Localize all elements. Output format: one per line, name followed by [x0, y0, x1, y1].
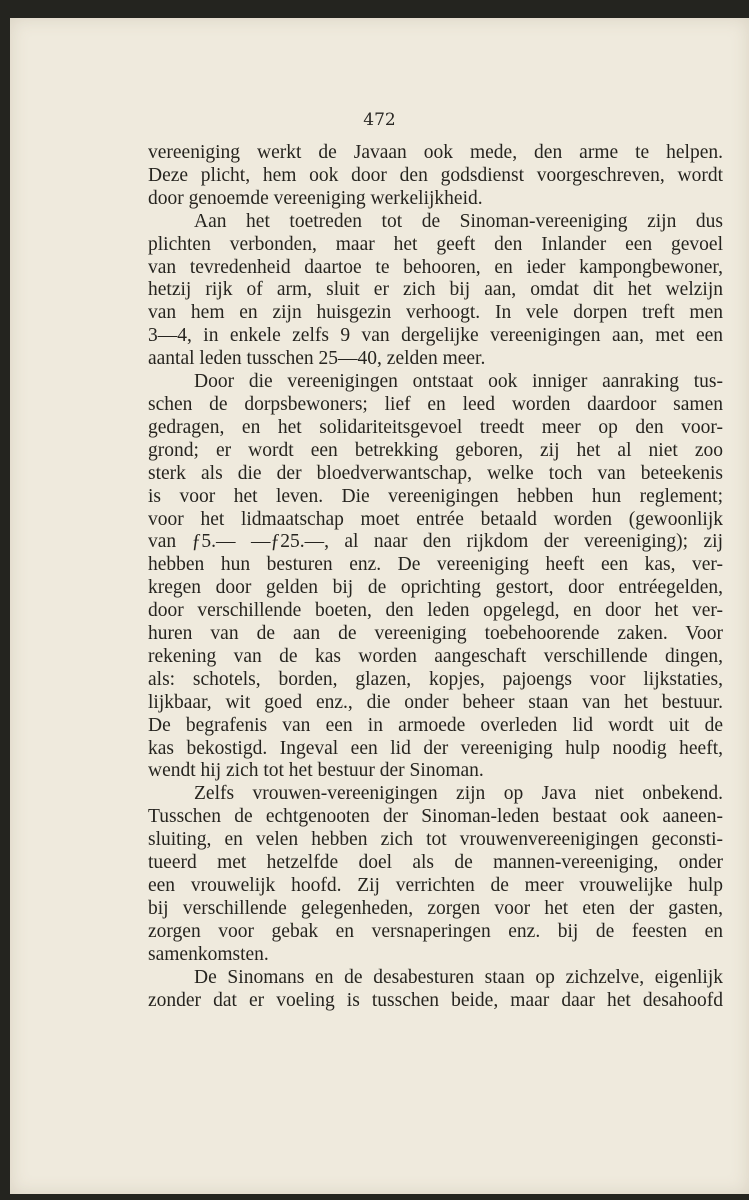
text-line: 3—4, in enkele zelfs 9 van dergelijke vereenigingen aan, met een: [148, 325, 723, 347]
text-line: lijkbaar, wit goed enz., die onder beheer staan van het bestuur.: [148, 691, 723, 713]
text-line: van hem en zijn huisgezin verhoogt. In vele dorpen treft men: [148, 302, 723, 324]
text-line: Deze plicht, hem ook door den godsdienst voorgeschreven, wordt: [148, 164, 723, 186]
text-line: Door die vereenigingen ontstaat ook inniger aanraking tus-: [194, 371, 723, 393]
text-line: als: schotels, borden, glazen, kopjes, pajoengs voor lijkstaties,: [148, 668, 723, 690]
text-line: schen de dorpsbewoners; lief en leed worden daardoor samen: [148, 393, 723, 415]
text-line: tueerd met hetzelfde doel als de mannen-vereeniging, onder: [148, 852, 723, 874]
text-line: kas bekostigd. Ingeval een lid der vereeniging hulp noodig heeft,: [148, 737, 723, 759]
text-line: van ƒ5.— —ƒ25.—, al naar den rijkdom der vereeniging); zij: [148, 531, 723, 553]
text-line: gedragen, en het solidariteitsgevoel treedt meer op den voor-: [148, 416, 723, 438]
text-line: rekening van de kas worden aangeschaft verschillende dingen,: [148, 645, 723, 667]
text-line: zorgen voor gebak en versnaperingen enz. bij de feesten en: [148, 920, 723, 942]
text-line: samenkomsten.: [148, 943, 269, 965]
text-line: door verschillende boeten, den leden opgelegd, en door het ver-: [148, 600, 723, 622]
text-line: wendt hij zich tot het bestuur der Sinoman.: [148, 760, 484, 782]
text-line: De begrafenis van een in armoede overleden lid wordt uit de: [148, 714, 723, 736]
body-text: [148, 142, 723, 1012]
text-line: Zelfs vrouwen-vereenigingen zijn op Java niet onbekend.: [194, 783, 723, 805]
text-line: huren van de aan de vereeniging toebehoorende zaken. Voor: [148, 623, 723, 645]
text-line: Aan het toetreden tot de Sinoman-vereeniging zijn dus: [194, 210, 723, 232]
text-line: hebben hun besturen enz. De vereeniging heeft een kas, ver-: [148, 554, 723, 576]
text-line: is voor het leven. Die vereenigingen hebben hun reglement;: [148, 485, 723, 507]
text-line: grond; er wordt een betrekking geboren, zij het al niet zoo: [148, 439, 723, 461]
text-line: voor het lidmaatschap moet entrée betaald worden (gewoonlijk: [148, 508, 723, 530]
text-line: vereeniging werkt de Javaan ook mede, den arme te helpen.: [148, 142, 723, 163]
text-line: sluiting, en velen hebben zich tot vrouwenvereenigingen geconsti-: [148, 829, 723, 851]
text-line: sterk als die der bloedverwantschap, welke toch van beteekenis: [148, 462, 723, 484]
text-line: kregen door gelden bij de oprichting gestort, door entréegelden,: [148, 577, 723, 599]
text-line: Tusschen de echtgenooten der Sinoman-leden bestaat ook aaneen-: [148, 806, 723, 828]
page-number: 472: [363, 110, 396, 130]
text-line: zonder dat er voeling is tusschen beide, maar daar het desahoofd: [148, 989, 723, 1011]
text-line: plichten verbonden, maar het geeft den Inlander een gevoel: [148, 233, 723, 255]
text-line: bij verschillende gelegenheden, zorgen voor het eten der gasten,: [148, 897, 723, 919]
text-line: een vrouwelijk hoofd. Zij verrichten de meer vrouwelijke hulp: [148, 875, 723, 896]
text-line: aantal leden tusschen 25—40, zelden meer.: [148, 348, 486, 370]
text-line: De Sinomans en de desabesturen staan op zichzelve, eigenlijk: [194, 966, 723, 988]
text-line: van tevredenheid daartoe te behooren, en ieder kampongbewoner,: [148, 256, 723, 278]
book-page: [10, 18, 749, 1194]
text-line: door genoemde vereeniging werkelijkheid.: [148, 187, 483, 209]
text-line: hetzij rijk of arm, sluit er zich bij aan, omdat dit het welzijn: [148, 279, 723, 301]
